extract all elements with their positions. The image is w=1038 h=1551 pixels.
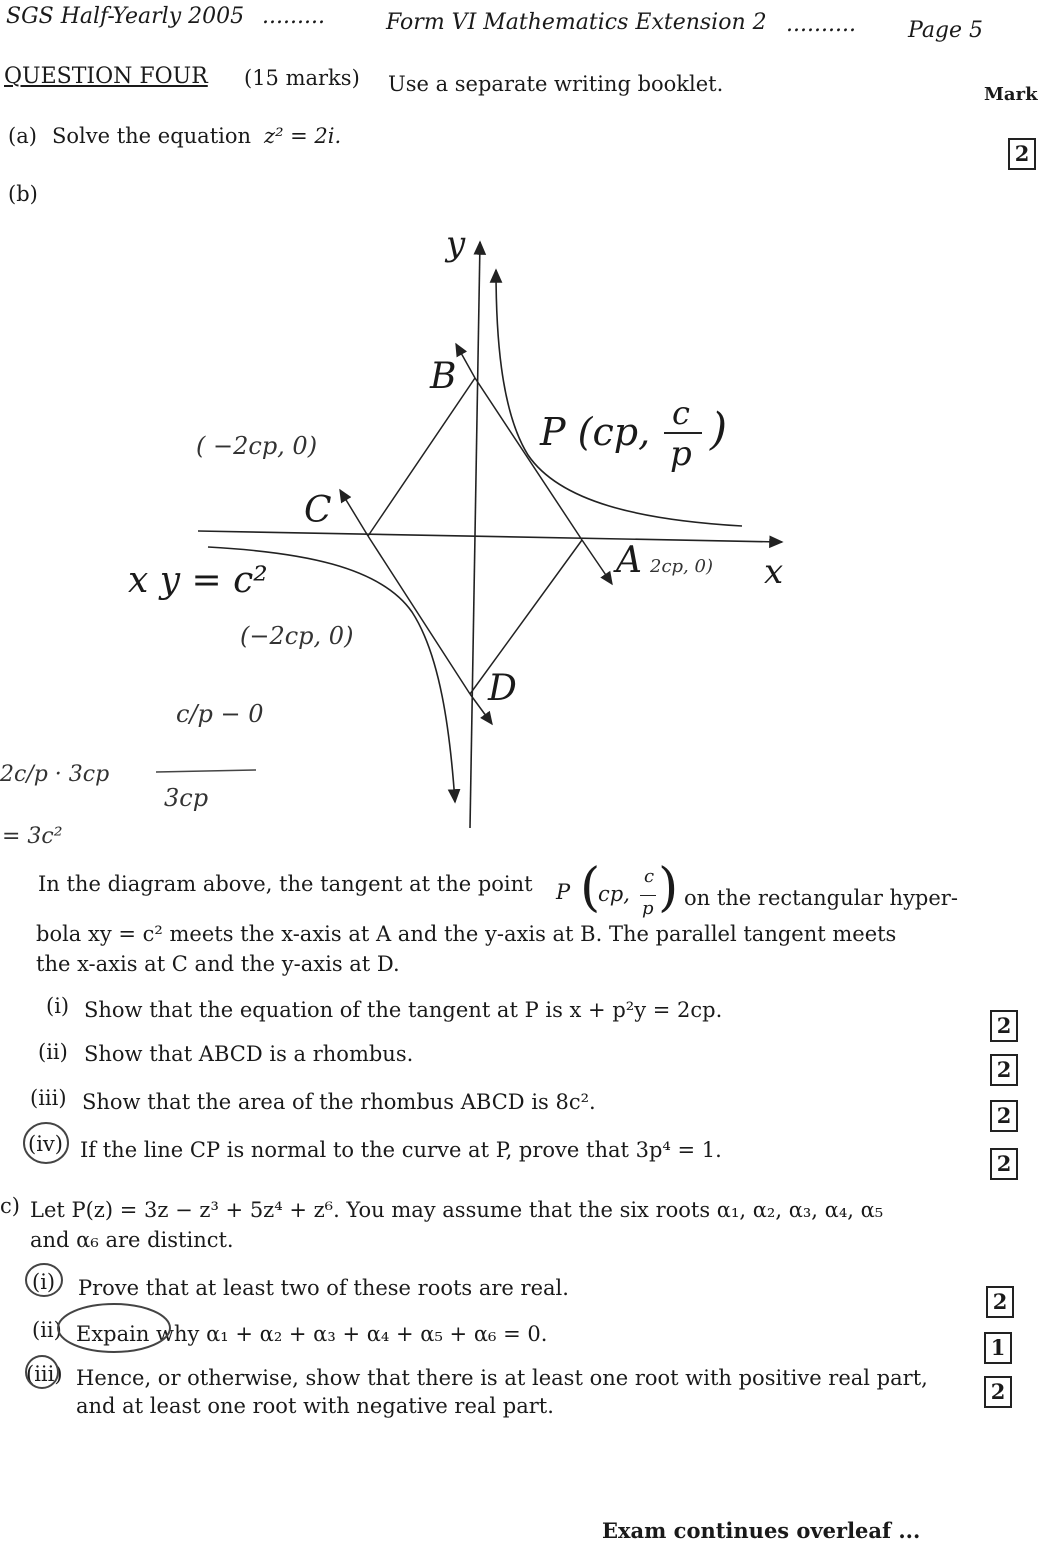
header-dots-2: .......... <box>786 12 856 37</box>
handwritten-note-C-coords: ( −2cp, 0) <box>196 432 318 460</box>
header-left: SGS Half-Yearly 2005 <box>6 4 245 29</box>
hyperbola-branch-upper <box>496 270 742 526</box>
part-b-item-iv-num: (iv) <box>28 1132 63 1156</box>
paragraph-frac-bar <box>640 895 656 896</box>
edge-BC <box>368 378 475 536</box>
point-label-P-close: ) <box>710 404 728 455</box>
part-a-label: (a) <box>8 124 37 148</box>
header-right: Page 5 <box>908 18 984 43</box>
handwritten-calc-2: = 3c² <box>2 824 63 849</box>
question-marks: (15 marks) <box>244 66 360 90</box>
paragraph-paren-open: ( <box>580 858 601 918</box>
handwritten-note-A-coords: 2cp, 0) <box>650 556 713 577</box>
paragraph-line-2: bola xy = c² meets the x-axis at A and the y-axis at B. The parallel tangent meets <box>36 922 897 946</box>
part-a-text: Solve the equation <box>52 124 252 148</box>
part-c-item-iii-num: (iii) <box>26 1362 63 1386</box>
handwritten-calc-1: 2c/p · 3cp <box>0 762 110 787</box>
point-label-P-denominator: p <box>670 434 692 474</box>
axis-label-y: y <box>446 224 466 264</box>
point-label-D: D <box>488 668 517 709</box>
part-b-item-iii-text: Show that the area of the rhombus ABCD is 8c². <box>82 1090 596 1114</box>
part-b-item-ii-mark: 2 <box>990 1054 1018 1086</box>
part-b-item-ii-text: Show that ABCD is a rhombus. <box>84 1042 414 1066</box>
edge-CD <box>368 536 470 694</box>
part-a-equation: z² = 2i. <box>264 124 342 148</box>
part-c-item-iii-text-2: and at least one root with negative real part. <box>76 1394 554 1418</box>
handwritten-note-curve: (−2cp, 0) <box>240 622 354 650</box>
part-b-item-iii-mark: 2 <box>990 1100 1018 1132</box>
axis-label-x: x <box>764 552 784 592</box>
part-c-item-ii-mark: 1 <box>984 1332 1012 1364</box>
part-c-item-iii-mark: 2 <box>984 1376 1012 1408</box>
part-c-item-ii-num: (ii) <box>32 1318 62 1342</box>
tangent-AB-ext-down <box>582 540 612 584</box>
curve-label: x y = c² <box>128 560 268 601</box>
paragraph-cp: cp, <box>598 882 630 906</box>
question-instruction: Use a separate writing booklet. <box>388 72 724 96</box>
tangent-CD-ext-up <box>340 490 368 536</box>
part-c-line-1: Let P(z) = 3z − z³ + 5z⁴ + z⁶. You may assume that the six roots α₁, α₂, α₃, α₄, α₅ <box>30 1198 884 1222</box>
tangent-AB-ext-up <box>456 344 475 378</box>
paragraph-point-P: P <box>556 880 571 904</box>
part-c-item-iii-text: Hence, or otherwise, show that there is at least one root with positive real part, <box>76 1366 928 1390</box>
part-c-item-ii-text: Expain why α₁ + α₂ + α₃ + α₄ + α₅ + α₆ = 0. <box>76 1322 548 1346</box>
part-b-item-iv-mark: 2 <box>990 1148 1018 1180</box>
handwritten-fraction-bottom: 3cp <box>164 784 209 812</box>
header-dots-1: ......... <box>262 4 325 29</box>
handwritten-fraction-top: c/p − 0 <box>176 700 264 728</box>
paragraph-line-1a: In the diagram above, the tangent at the point <box>38 872 533 896</box>
handwritten-fraction-bar <box>156 770 256 772</box>
edge-BA <box>475 378 582 540</box>
edge-AD <box>470 540 582 694</box>
part-b-label: (b) <box>8 182 38 206</box>
point-label-A: A <box>616 540 642 581</box>
y-axis-line <box>470 242 480 828</box>
part-b-item-i-num: (i) <box>46 994 70 1018</box>
part-b-item-iii-num: (iii) <box>30 1086 67 1110</box>
point-label-B: B <box>430 356 457 397</box>
part-a-mark-box: 2 <box>1008 138 1036 170</box>
header-center: Form VI Mathematics Extension 2 <box>386 10 767 35</box>
part-b-item-i-mark: 2 <box>990 1010 1018 1042</box>
paragraph-line-3: the x-axis at C and the y-axis at D. <box>36 952 400 976</box>
part-c-item-i-text: Prove that at least two of these roots are real. <box>78 1276 569 1300</box>
point-label-P: P (cp, <box>540 410 651 454</box>
footer-text: Exam continues overleaf ... <box>602 1518 921 1543</box>
part-c-item-i-mark: 2 <box>986 1286 1014 1318</box>
x-axis-line <box>198 531 782 542</box>
part-c-item-i-num: (i) <box>32 1270 56 1294</box>
point-label-P-numerator: c <box>672 394 690 432</box>
part-b-item-ii-num: (ii) <box>38 1040 68 1064</box>
part-c-label: c) <box>0 1194 20 1218</box>
part-c-line-2: and α₆ are distinct. <box>30 1228 234 1252</box>
paragraph-paren-close: ) <box>658 858 679 918</box>
paragraph-den: p <box>642 898 654 919</box>
part-b-item-iv-text: If the line CP is normal to the curve at P, prove that 3p⁴ = 1. <box>80 1138 722 1162</box>
paragraph-num: c <box>644 866 655 887</box>
question-title: QUESTION FOUR <box>4 64 208 89</box>
part-b-item-i-text: Show that the equation of the tangent at P is x + p²y = 2cp. <box>84 998 723 1022</box>
paragraph-line-1b: on the rectangular hyper- <box>684 886 958 910</box>
marks-column-label: Mark <box>984 84 1038 105</box>
point-label-C: C <box>304 490 332 531</box>
